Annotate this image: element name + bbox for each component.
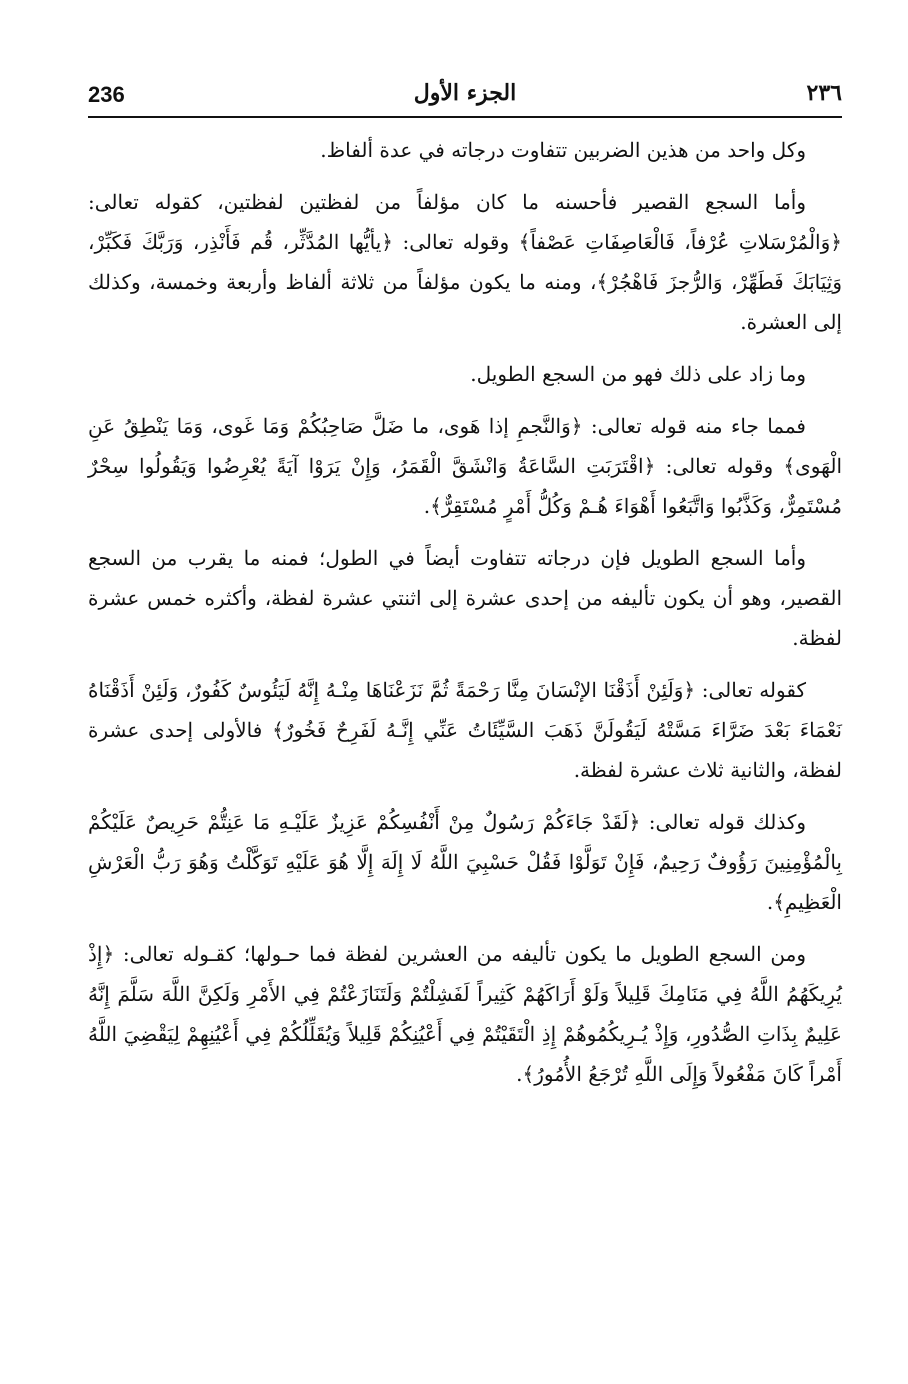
page-header	[88, 74, 842, 118]
paragraph: وأما السجع القصير فأحسنه ما كان مؤلفاً من لفظتين لفظتين، كقوله تعالى: ﴿وَالْمُرْسَلاتِ عُرْفاً، فَالْعَاصِفَاتِ عَصْفاً﴾ وقوله تعالى: ﴿يأيُّها المُدَّثِّر، قُم فَأَنْذِر، وَرَبَّكَ فَكَبِّرْ، وَثِيَابَكَ فَطَهِّرْ، وَالرُّجزَ فَاهْجُرْ﴾، ومنه ما يكون مؤلفاً من ثلاثة ألفاظ وأربعة وخمسة، وكذلك إلى العشرة.	[88, 190, 842, 334]
page-body	[88, 130, 842, 1106]
paragraph: ومن السجع الطويل ما يكون تأليفه من العشرين لفظة فما حـولها؛ كقـوله تعالى: ﴿إِذْ يُرِيكَهُمُ اللَّهُ فِي مَنَامِكَ قَلِيلاً وَلَوْ أَرَاكَهُمْ كَثِيراً لَفَشِلْتُمْ وَلَتَنَازَعْتُمْ فِي الأَمْرِ وَلَكِنَّ اللَّهَ سَلَّمَ إِنَّهُ عَلِيمٌ بِذَاتِ الصُّدُورِ، وَإِذْ يُـرِيكُمُوهُمْ إِذِ الْتَقَيْتُمْ فِي أَعْيُنِكُمْ قَلِيلاً وَيُقَلِّلُكُمْ فِي أَعْيُنِهِمْ لِيَقْضِيَ اللَّهُ أَمْراً كَانَ مَفْعُولاً وَإِلَى اللَّهِ تُرْجَعُ الأُمُورُ﴾.	[88, 942, 842, 1086]
page-number-latin: 236	[88, 82, 125, 107]
page-number-arabic: ٢٣٦	[806, 80, 842, 106]
paragraph: وأما السجع الطويل فإن درجاته تتفاوت أيضاً في الطول؛ فمنه ما يقرب من السجع القصير، وهو أن يكون تأليفه من إحدى عشرة إلى اثنتي عشرة لفظة، وأكثره خمس عشرة لفظة.	[88, 546, 842, 650]
paragraph: كقوله تعالى: ﴿وَلَئِنْ أَذَقْنَا الإنْسَانَ مِنَّا رَحْمَةً ثُمَّ نَزَعْنَاهَا مِنْـهُ إِنَّهُ لَيَئُوسٌ كَفُورٌ، وَلَئِنْ أَذَقْنَاهُ نَعْمَاءَ بَعْدَ ضَرَّاءَ مَسَّتْهُ لَيَقُولَنَّ ذَهَبَ السَّيِّئَاتُ عَنِّي إِنَّـهُ لَفَرِحٌ فَخُورٌ﴾ فالأولى إحدى عشرة لفظة، والثانية ثلاث عشرة لفظة.	[88, 678, 842, 782]
paragraph: وكذلك قوله تعالى: ﴿لَقَدْ جَاءَكُمْ رَسُولٌ مِنْ أَنْفُسِكُمْ عَزِيزٌ عَلَيْـهِ مَا عَنِتُّمْ حَرِيصٌ عَلَيْكُمْ بِالْمُؤْمِنِينَ رَؤُوفٌ رَحِيمٌ، فَإِنْ تَوَلَّوْا فَقُلْ حَسْبِيَ اللَّهُ لَا إِلَهَ إِلَّا هُوَ عَلَيْهِ تَوَكَّلْتُ وَهُوَ رَبُّ الْعَرْشِ الْعَظِيمِ﴾.	[88, 810, 842, 914]
paragraph: فمما جاء منه قوله تعالى: ﴿وَالنَّجمِ إذا هَوى، ما ضَلَّ صَاحِبُكُمْ وَمَا غَوى، وَمَا يَنْطِقُ عَنِ الْهَوى﴾ وقوله تعالى: ﴿اقْتَرَبَتِ السَّاعَةُ وَانْشَقَّ الْقَمَرُ، وَإِنْ يَرَوْا آيَةً يُعْرِضُوا وَيَقُولُوا سِحْرٌ مُسْتَمِرٌّ، وَكَذَّبُوا وَاتَّبَعُوا أَهْوَاءَ هُـمْ وَكُلُّ أَمْرٍ مُسْتَقِرٌّ﴾.	[88, 414, 842, 518]
running-title: الجزء الأول	[413, 80, 517, 106]
paragraph: وما زاد على ذلك فهو من السجع الطويل.	[470, 362, 806, 386]
paragraph: وكل واحد من هذين الضربين تتفاوت درجاته في عدة ألفاظ.	[320, 138, 806, 162]
